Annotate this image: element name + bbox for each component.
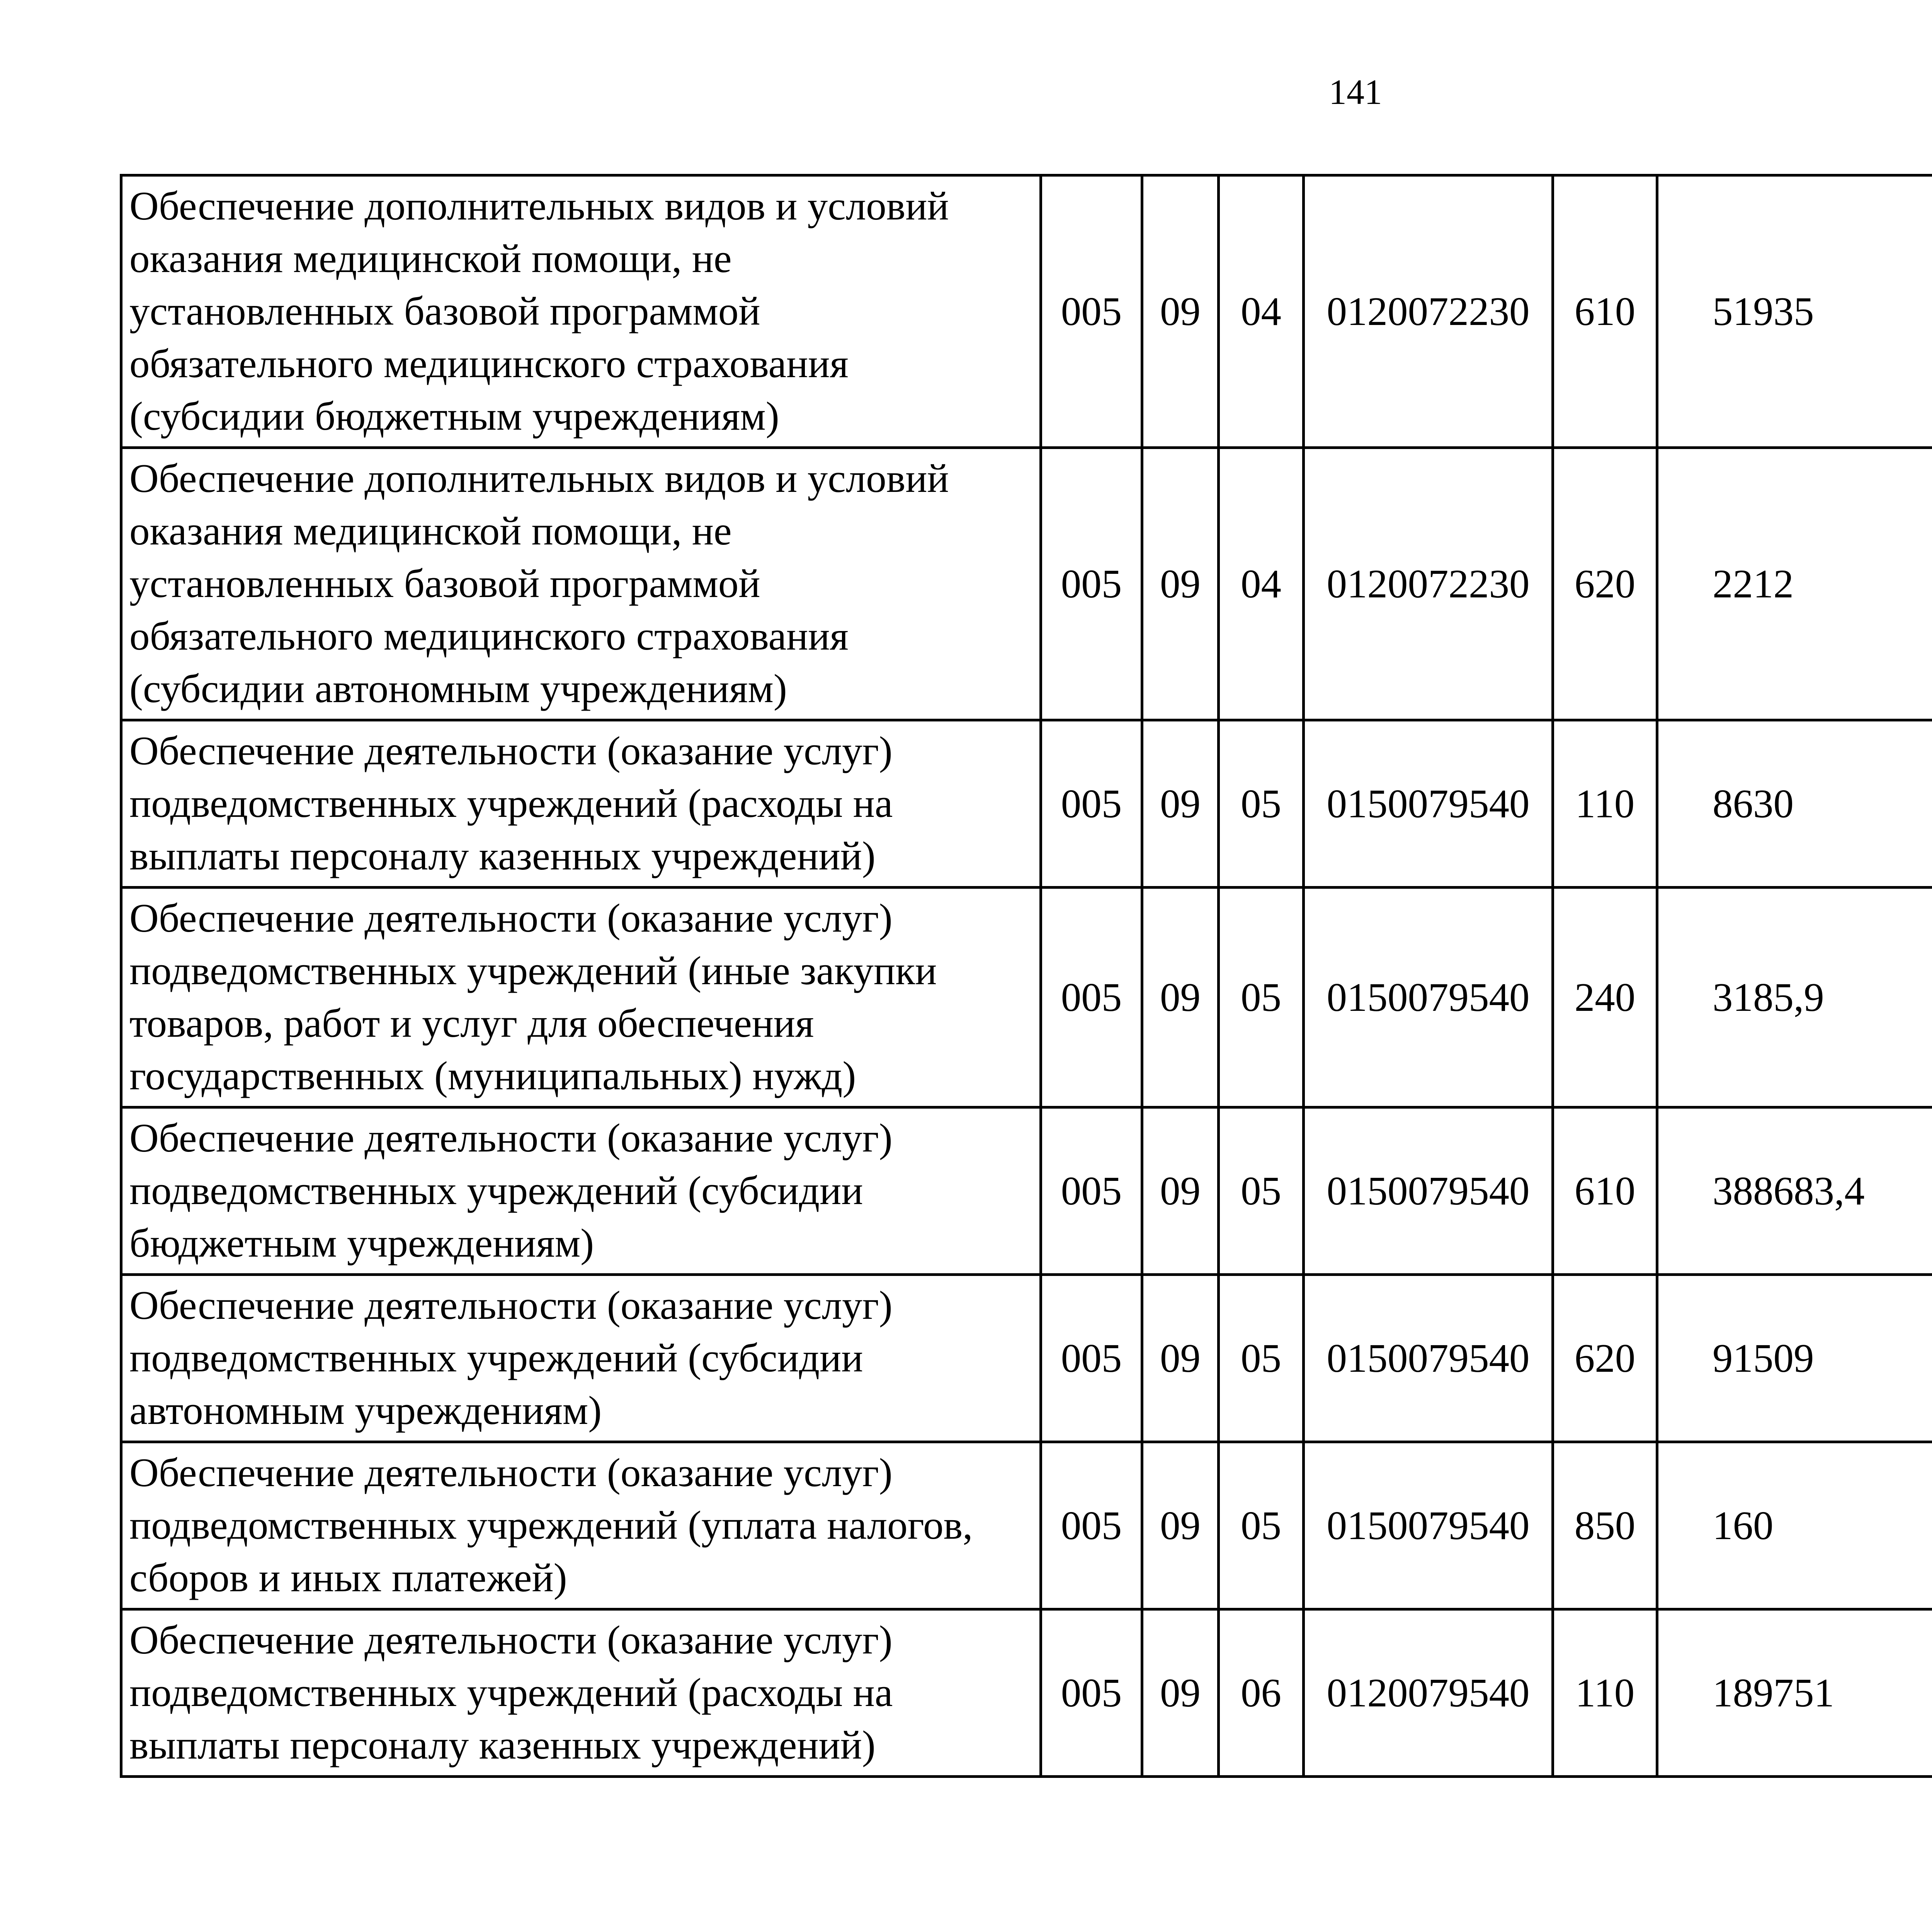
table-row [121,720,1932,888]
description-line: сборов и иных платежей) [129,1555,567,1600]
section-code-cell: 09 [1142,888,1219,1107]
description-cell [121,888,1041,1107]
target-article-cell: 0120079540 [1304,1609,1553,1777]
table-row [121,1442,1932,1609]
subsection-code-cell: 05 [1219,1107,1304,1275]
subsection-code-cell: 05 [1219,1275,1304,1442]
description-line: подведомственных учреждений (расходы на [129,1670,893,1715]
table-row [121,888,1932,1107]
description-line: (субсидии автономным учреждениям) [129,666,787,711]
section-code-cell: 09 [1142,1442,1219,1609]
target-article-cell: 0120072230 [1304,448,1553,720]
target-article-cell: 0150079540 [1304,1107,1553,1275]
section-code-cell: 09 [1142,175,1219,448]
section-code-cell: 09 [1142,1275,1219,1442]
expense-type-cell: 620 [1553,1275,1657,1442]
description-cell [121,1107,1041,1275]
amount-year1-cell: 160 [1657,1442,1932,1609]
table-row [121,175,1932,448]
description-line: (субсидии бюджетным учреждениям) [129,393,779,439]
expense-type-cell: 110 [1553,720,1657,888]
ministry-code-cell: 005 [1041,1442,1142,1609]
table-row [121,448,1932,720]
description-line: Обеспечение деятельности (оказание услуг) [129,1450,893,1495]
description-line: обязательного медицинского страхования [129,613,849,658]
description-cell [121,720,1041,888]
target-article-cell: 0120072230 [1304,175,1553,448]
subsection-code-cell: 05 [1219,1442,1304,1609]
page-number: 141 [1329,72,1382,112]
description-line: установленных базовой программой [129,561,760,606]
description-cell [121,175,1041,448]
description-line: подведомственных учреждений (субсидии [129,1335,863,1380]
budget-table-body [121,175,1932,1777]
section-code-cell: 09 [1142,448,1219,720]
description-line: выплаты персоналу казенных учреждений) [129,833,876,878]
description-line: государственных (муниципальных) нужд) [129,1053,856,1098]
description-line: установленных базовой программой [129,288,760,333]
ministry-code-cell: 005 [1041,720,1142,888]
description-line: оказания медицинской помощи, не [129,236,732,281]
target-article-cell: 0150079540 [1304,720,1553,888]
target-article-cell: 0150079540 [1304,888,1553,1107]
description-line: подведомственных учреждений (субсидии [129,1168,863,1213]
expense-type-cell: 610 [1553,1107,1657,1275]
description-line: подведомственных учреждений (иные закупки [129,948,937,993]
expense-type-cell: 110 [1553,1609,1657,1777]
table-row [121,1609,1932,1777]
expense-type-cell: 610 [1553,175,1657,448]
subsection-code-cell: 06 [1219,1609,1304,1777]
amount-year1-cell: 189751 [1657,1609,1932,1777]
table-row [121,1275,1932,1442]
description-line: Обеспечение деятельности (оказание услуг) [129,895,893,941]
amount-year1-cell: 3185,9 [1657,888,1932,1107]
description-line: бюджетным учреждениям) [129,1220,594,1266]
description-cell [121,1442,1041,1609]
amount-year1-cell: 388683,4 [1657,1107,1932,1275]
ministry-code-cell: 005 [1041,1107,1142,1275]
description-line: автономным учреждениям) [129,1388,602,1433]
description-line: Обеспечение деятельности (оказание услуг) [129,1115,893,1160]
section-code-cell: 09 [1142,720,1219,888]
description-line: Обеспечение деятельности (оказание услуг) [129,728,893,773]
target-article-cell: 0150079540 [1304,1275,1553,1442]
description-line: подведомственных учреждений (уплата налогов, [129,1502,973,1548]
description-line: Обеспечение деятельности (оказание услуг) [129,1283,893,1328]
description-cell [121,1275,1041,1442]
amount-year1-cell: 91509 [1657,1275,1932,1442]
description-line: Обеспечение дополнительных видов и условий [129,456,949,501]
subsection-code-cell: 04 [1219,175,1304,448]
subsection-code-cell: 05 [1219,888,1304,1107]
budget-table [120,174,1932,1778]
description-line: оказания медицинской помощи, не [129,508,732,553]
expense-type-cell: 240 [1553,888,1657,1107]
description-cell [121,448,1041,720]
expense-type-cell: 850 [1553,1442,1657,1609]
expense-type-cell: 620 [1553,448,1657,720]
description-line: Обеспечение деятельности (оказание услуг) [129,1617,893,1662]
subsection-code-cell: 05 [1219,720,1304,888]
description-line: обязательного медицинского страхования [129,341,849,386]
description-line: подведомственных учреждений (расходы на [129,781,893,826]
description-line: Обеспечение дополнительных видов и условий [129,183,949,228]
description-line: выплаты персоналу казенных учреждений) [129,1722,876,1767]
ministry-code-cell: 005 [1041,1609,1142,1777]
target-article-cell: 0150079540 [1304,1442,1553,1609]
section-code-cell: 09 [1142,1609,1219,1777]
section-code-cell: 09 [1142,1107,1219,1275]
ministry-code-cell: 005 [1041,888,1142,1107]
amount-year1-cell: 2212 [1657,448,1932,720]
ministry-code-cell: 005 [1041,448,1142,720]
table-row [121,1107,1932,1275]
description-line: товаров, работ и услуг для обеспечения [129,1000,814,1046]
subsection-code-cell: 04 [1219,448,1304,720]
description-cell [121,1609,1041,1777]
amount-year1-cell: 8630 [1657,720,1932,888]
ministry-code-cell: 005 [1041,1275,1142,1442]
amount-year1-cell: 51935 [1657,175,1932,448]
ministry-code-cell: 005 [1041,175,1142,448]
